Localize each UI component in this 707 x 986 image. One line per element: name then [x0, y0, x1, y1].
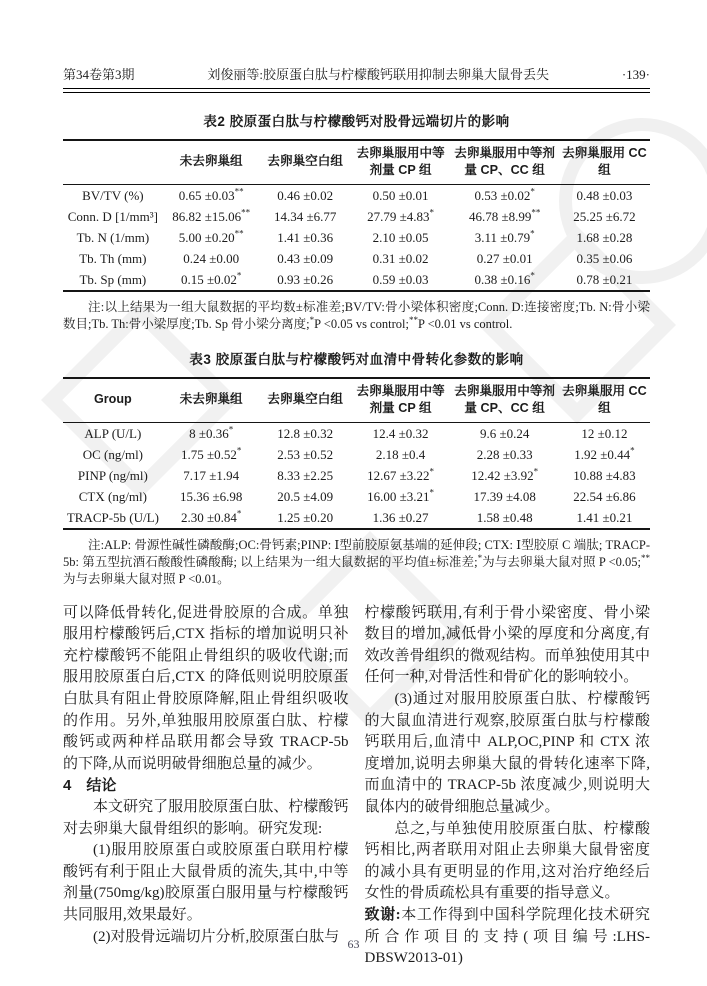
value-cell: 0.78 ±0.21 — [576, 271, 633, 287]
value-cell: 1.58 ±0.48 — [476, 509, 533, 525]
value-cell: 0.35 ±0.06 — [576, 250, 633, 266]
table-row — [63, 227, 650, 248]
value-cell: 5.00 ±0.20** — [178, 228, 244, 245]
row-label: Tb. N (1/mm) — [76, 229, 150, 245]
header-double-rule — [63, 88, 650, 93]
column-header: 去卵巢服用 CC 组 — [559, 140, 650, 185]
value-cell: 12.42 ±3.92* — [471, 466, 539, 483]
paragraph: (1)服用胶原蛋白或胶原蛋白联用柠檬酸钙有利于阻止大鼠骨质的流失,其中,中等剂量(750mg/kg)胶原蛋白服用量与柠檬酸钙共同服用,效果最好。 — [63, 842, 349, 923]
column-header: Group — [63, 378, 163, 423]
row-label: Conn. D [1/mm³] — [67, 208, 158, 224]
value-cell: 0.38 ±0.16* — [474, 270, 535, 287]
value-cell: 17.39 ±4.08 — [473, 488, 536, 504]
value-cell: 27.79 ±4.83* — [367, 207, 435, 224]
column-header: 去卵巢服用中等剂量 CP、CC 组 — [450, 140, 558, 185]
paragraph: 柠檬酸钙联用,有利于骨小梁密度、骨小梁数目的增加,减低骨小梁的厚度和分离度,有效改善骨组织的微观结构。而单独使用其中任何一种,对骨活性和骨矿化的影响较小。 — [364, 604, 650, 686]
column-header: 去卵巢服用中等剂量 CP 组 — [351, 378, 451, 423]
value-cell: 0.65 ±0.03** — [178, 186, 244, 203]
value-cell: 12.4 ±0.32 — [372, 425, 429, 441]
value-cell: 2.10 ±0.05 — [372, 229, 429, 245]
value-cell: 7.17 ±1.94 — [183, 467, 240, 483]
value-cell: 2.30 ±0.84* — [180, 508, 242, 525]
value-cell: 0.48 ±0.03 — [576, 187, 633, 203]
value-cell: 12.67 ±3.22* — [367, 466, 435, 483]
table3-title: 表3 胶原蛋白肽与柠檬酸钙对血清中骨转化参数的影响 — [189, 351, 524, 367]
table2-title: 表2 胶原蛋白肽与柠檬酸钙对股骨远端切片的影响 — [203, 113, 510, 129]
value-cell: 0.15 ±0.02* — [180, 270, 242, 287]
value-cell: 0.43 ±0.09 — [277, 250, 334, 266]
column-header: 去卵巢服用 CC 组 — [559, 378, 650, 423]
paragraph: 本文研究了服用胶原蛋白肽、柠檬酸钙对去卵巢大鼠骨组织的影响。研究发现: — [63, 798, 349, 837]
paragraph: (3)通过对服用胶原蛋白肽、柠檬酸钙的大鼠血清进行观察,胶原蛋白肽与柠檬酸钙联用后,血清中 ALP,OC,PINP 和 CTX 浓度增加,说明去卵巢大鼠的骨转化速率下降,而血清中的 TRACP-5b 浓度减少,则说明大鼠体内的破骨细胞总量减少。 — [364, 690, 650, 815]
value-cell: 0.53 ±0.02* — [474, 186, 535, 203]
table-row — [63, 269, 650, 291]
column-header: 去卵巢空白组 — [260, 140, 351, 185]
table-row — [63, 248, 650, 269]
footer-page-number: 63 — [347, 937, 360, 951]
value-cell: 1.25 ±0.20 — [277, 509, 334, 525]
table-row — [63, 206, 650, 227]
value-cell: 2.53 ±0.52 — [277, 446, 334, 462]
page-header — [63, 64, 650, 83]
table-row — [63, 465, 650, 486]
paragraph: (2)对股骨远端切片分析,胶原蛋白肽与 — [93, 928, 340, 945]
section-heading: 4 结论 — [63, 777, 117, 795]
column-header: 未去卵巢组 — [163, 378, 260, 423]
value-cell: 3.11 ±0.79* — [474, 228, 535, 245]
table-row — [63, 486, 650, 507]
value-cell: 12.8 ±0.32 — [277, 425, 334, 441]
value-cell: 8 ±0.36* — [189, 424, 234, 441]
value-cell: 1.41 ±0.21 — [576, 509, 633, 525]
value-cell: 0.31 ±0.02 — [372, 250, 429, 266]
table-row — [63, 507, 650, 529]
value-cell: 1.92 ±0.44* — [574, 445, 635, 462]
running-title: 刘俊丽等:胶原蛋白肽与柠檬酸钙联用抑制去卵巢大鼠骨丢失 — [207, 67, 549, 82]
value-cell: 0.93 ±0.26 — [277, 271, 334, 287]
value-cell: 0.59 ±0.03 — [372, 271, 429, 287]
value-cell: 10.88 ±4.83 — [573, 467, 636, 483]
table-row — [63, 422, 650, 444]
row-label: CTX (ng/ml) — [78, 488, 147, 504]
value-cell: 8.33 ±2.25 — [277, 467, 334, 483]
right-column — [365, 603, 651, 970]
value-cell: 2.28 ±0.33 — [476, 446, 533, 462]
row-label: TRACP-5b (U/L) — [66, 509, 159, 525]
value-cell: 1.68 ±0.28 — [576, 229, 633, 245]
value-cell: 1.36 ±0.27 — [372, 509, 429, 525]
row-label: PINP (ng/ml) — [77, 467, 148, 483]
value-cell: 0.27 ±0.01 — [476, 250, 533, 266]
body-text — [63, 603, 650, 970]
value-cell: 20.5 ±4.09 — [277, 488, 334, 504]
value-cell: 1.75 ±0.52* — [180, 445, 242, 462]
value-cell: 46.78 ±8.99** — [468, 207, 541, 224]
paragraph: 可以降低骨转化,促进骨胶原的合成。单独服用柠檬酸钙后,CTX 指标的增加说明只补充柠檬酸钙不能阻止骨组织的吸收代谢;而服用胶原蛋白后,CTX 的降低则说明胶原蛋白肽具有阻止骨胶原降解,阻止骨组织吸收的作用。另外,单独服用胶原蛋白肽、柠檬酸钙或两种样品联用都会导致 TRACP-5b 的下降,从而说明破骨细胞总量的减少。 — [63, 604, 349, 772]
value-cell: 0.24 ±0.00 — [183, 250, 240, 266]
table3-note: 注:ALP: 骨源性碱性磷酸酶;OC:骨钙素;PINP: Ⅰ型前胶原氨基端的延伸段; CTX: Ⅰ型胶原 C 端肽; TRACP-5b: 第五型抗酒石酸酸性磷酸酶; 以上结果为一组大鼠数据的平均值±标准差;*为与去卵巢大鼠对照 P <0.05;**为与去卵巢大鼠对照 P <0.01。 — [63, 537, 651, 586]
row-label: OC (ng/ml) — [82, 446, 144, 462]
value-cell: 12 ±0.12 — [581, 425, 628, 441]
table-row — [63, 184, 650, 206]
header-page-number: ·139· — [621, 67, 650, 82]
column-header: 未去卵巢组 — [163, 140, 260, 185]
value-cell: 22.54 ±6.86 — [573, 488, 636, 504]
row-label: ALP (U/L) — [84, 425, 142, 441]
value-cell: 0.46 ±0.02 — [277, 187, 334, 203]
table3 — [63, 377, 650, 530]
value-cell: 14.34 ±6.77 — [273, 208, 337, 224]
column-header: 去卵巢服用中等剂量 CP、CC 组 — [450, 378, 558, 423]
table-header-row — [63, 140, 650, 185]
column-header: 去卵巢空白组 — [260, 378, 351, 423]
value-cell: 0.50 ±0.01 — [372, 187, 429, 203]
paragraph: 致谢:本工作得到中国科学院理化技术研究所合作项目的支持(项目编号:LHS-DBSW2013-01) — [364, 906, 650, 967]
column-header — [63, 140, 163, 185]
row-label: Tb. Sp (mm) — [79, 271, 147, 287]
table-row — [63, 444, 650, 465]
value-cell: 15.36 ±6.98 — [179, 488, 243, 504]
value-cell: 1.41 ±0.36 — [277, 229, 334, 245]
value-cell: 16.00 ±3.21* — [367, 487, 435, 504]
row-label: BV/TV (%) — [82, 187, 144, 203]
value-cell: 9.6 ±0.24 — [479, 425, 530, 441]
row-label: Tb. Th (mm) — [79, 250, 147, 266]
value-cell: 2.18 ±0.4 — [375, 446, 426, 462]
value-cell: 86.82 ±15.06** — [172, 207, 251, 224]
table2-note: 注:以上结果为一组大鼠数据的平均数±标准差;BV/TV:骨小梁体积密度;Conn. D:连接密度;Tb. N:骨小梁数目;Tb. Th:骨小梁厚度;Tb. Sp 骨小梁分离度;*P <0.05 vs control;**P <0.01 vs control. — [63, 299, 650, 331]
paragraph: 总之,与单独使用胶原蛋白肽、柠檬酸钙相比,两者联用对阻止去卵巢大鼠骨密度的减小具有更明显的作用,这对治疗绝经后女性的骨质疏松具有重要的指导意义。 — [364, 820, 650, 902]
left-column — [63, 603, 349, 970]
value-cell: 25.25 ±6.72 — [573, 208, 636, 224]
table2 — [63, 139, 650, 292]
volume-issue: 第34卷第3期 — [63, 67, 135, 82]
column-header: 去卵巢服用中等剂量 CP 组 — [351, 140, 451, 185]
table-header-row — [63, 378, 650, 423]
